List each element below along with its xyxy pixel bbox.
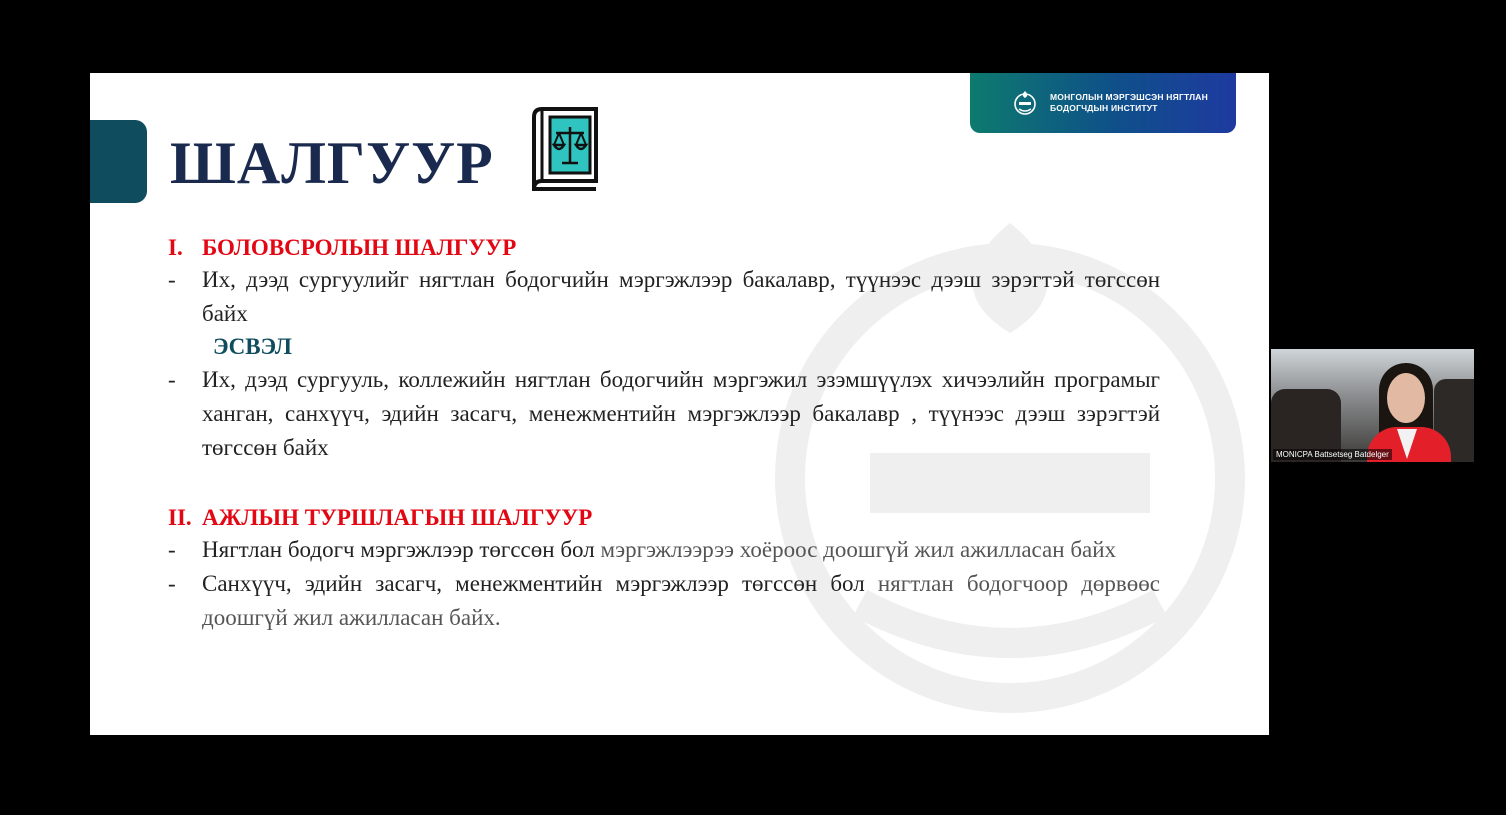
- institute-banner: [970, 73, 1236, 133]
- law-book-icon: [530, 105, 602, 193]
- bullet-dash: -: [168, 367, 176, 392]
- or-label: ЭСВЭЛ: [213, 334, 292, 359]
- institute-logo-icon: [1012, 90, 1038, 116]
- section-experience-heading: [168, 503, 1160, 533]
- bullet-dash: -: [168, 571, 176, 596]
- title-accent-tab: [90, 120, 147, 203]
- section-number: I.: [168, 235, 183, 260]
- bullet-text-main: Санхүүч, эдийн засагч, менежментийн мэргэжлээр төгссөн бол: [202, 571, 878, 596]
- participant-name-label: MONICPA Battsetseg Batdelger: [1273, 449, 1392, 460]
- institute-name-line2: БОДОГЧДЫН ИНСТИТУТ: [1050, 103, 1158, 113]
- bullet-dash: -: [168, 537, 176, 562]
- bullet-text-highlight: нягтлан бодогчоор дөрвөөс доошгүй жил ажилласан байх.: [202, 571, 1160, 630]
- bullet-text-highlight: мэргэжлээрээ хоёроос доошгүй жил ажилласан байх: [600, 537, 1117, 562]
- bullet-text: Их, дээд сургууль, коллежийн нягтлан бодогчийн мэргэжил эзэмшүүлэх хичээлийн програмыг ханган, санхүүч, эдийн засагч, менежментийн мэргэжлээр бакалавр , түүнээс дээш зэрэгтэй төгссөн байх: [202, 367, 1160, 460]
- bullet-text: [202, 533, 1160, 567]
- slide-content: [168, 233, 1160, 635]
- section-education-heading: [168, 233, 1160, 263]
- section-title: АЖЛЫН ТУРШЛАГЫН ШАЛГУУР: [202, 505, 593, 530]
- institute-name-line1: МОНГОЛЫН МЭРГЭШСЭН НЯГТЛАН: [1050, 92, 1208, 102]
- slide-title: ШАЛГУУР: [170, 130, 494, 196]
- bullet-dash: -: [168, 267, 176, 292]
- bullet-text: [202, 567, 1160, 635]
- section-number: II.: [168, 505, 192, 530]
- section-title: БОЛОВСРОЛЫН ШАЛГУУР: [202, 235, 517, 260]
- institute-name: [1050, 92, 1208, 114]
- bullet-item: [168, 533, 1160, 567]
- bullet-item: [168, 363, 1160, 465]
- bullet-text-main: Нягтлан бодогч мэргэжлээр төгссөн бол: [202, 537, 601, 562]
- bullet-item: [168, 263, 1160, 331]
- bullet-text: Их, дээд сургуулийг нягтлан бодогчийн мэргэжлээр бакалавр, түүнээс дээш зэрэгтэй төгссөн байх: [202, 267, 1160, 326]
- presentation-slide: [90, 73, 1269, 735]
- participant-face: [1387, 373, 1425, 423]
- bullet-item: [168, 567, 1160, 635]
- participant-video-tile[interactable]: [1271, 349, 1474, 462]
